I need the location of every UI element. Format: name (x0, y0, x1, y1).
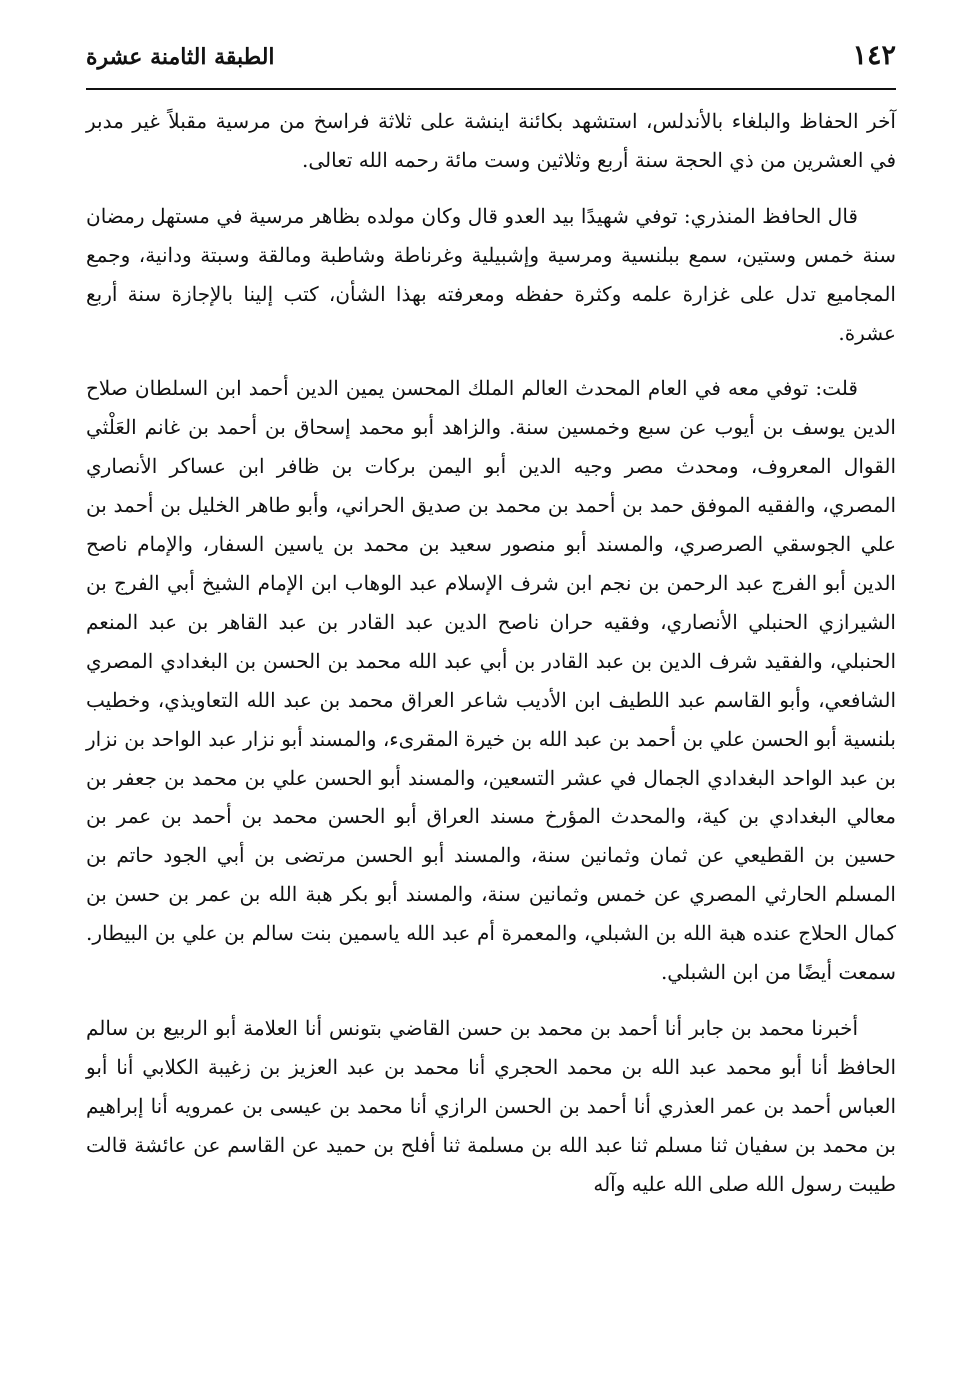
page-number: ١٤٢ (852, 40, 896, 71)
paragraph-isnad: أخبرنا محمد بن جابر أنا أحمد بن محمد بن حسن القاضي بتونس أنا العلامة أبو الربيع بن سالم الحافظ أنا أبو محمد عبد الله بن محمد الحجري أنا محمد بن عبد العزيز بن زغيبة الكلابي أنا أبو العباس أحمد بن عمر العذري أنا أحمد بن الحسن الرازي أنا محمد بن عيسى بن عمرويه أنا إبراهيم بن محمد بن سفيان ثنا مسلم ثنا عبد الله بن مسلمة ثنا أفلح بن حميد عن القاسم عن عائشة قالت طيبت رسول الله صلى الله عليه وآله (86, 1015, 897, 1196)
paragraph-deaths-list: قلت: توفي معه في العام المحدث العالم الملك المحسن يمين الدين أحمد ابن السلطان صلاح الدين يوسف بن أيوب عن سبع وخمسين سنة. والزاهد أبو محمد إسحاق بن أحمد بن غانم العَلْثي القوال المعروف، ومحدث مصر وجيه الدين أبو اليمن بركات بن ظافر ابن عساكر الأنصاري المصري، والفقيه الموفق حمد بن أحمد بن محمد بن صديق الحراني، وأبو طاهر الخليل بن أحمد بن علي الجوسقي الصرصري، والمسند أبو منصور سعيد بن محمد بن ياسين السفار، والإمام ناصح الدين أبو الفرج عبد الرحمن بن نجم ابن شرف الإسلام عبد الوهاب ابن الإمام الشيخ أبي الفرج بن الشيرازي الحنبلي الأنصاري، وفقيه حران ناصح الدين عبد القادر بن عبد القاهر بن عبد المنعم الحنبلي، والفقيد شرف الدين بن عبد القادر بن أبي عبد الله محمد بن الحسن بن البغدادي المصري الشافعي، وأبو القاسم عبد اللطيف ابن الأديب شاعر العراق محمد بن عبد الله التعاويذي، وخطيب بلنسية أبو الحسن علي بن أحمد بن عبد الله بن خيرة المقرىء، والمسند أبو نزار عبد الواحد بن نزار بن عبد الواحد البغدادي الجمال في عشر التسعين، والمسند أبو الحسن علي بن محمد بن جعفر بن معالي البغدادي بن كية، والمحدث المؤرخ مسند العراق أبو الحسن محمد بن أحمد بن عمر بن حسين بن القطيعي عن ثمان وثمانين سنة، والمسند أبو الحسن مرتضى بن أبي الجود حاتم بن المسلم الحارثي المصري عن خمس وثمانين سنة، والمسند أبو بكر هبة الله بن عمر بن حسن بن كمال الحلاج عنده هبة الله بن الشبلي، والمعمرة أم عبد الله ياسمين بنت سالم بن علي بن البيطار. سمعت أيضًا من ابن الشبلي. (86, 376, 897, 985)
body-text (86, 102, 896, 1220)
running-head (86, 36, 896, 86)
header-divider (86, 88, 896, 90)
paragraph-continuation: آخر الحفاظ والبلغاء بالأندلس، استشهد بكائنة اينشة على ثلاثة فراسخ من مرسية مقبلاً غير مدبر في العشرين من ذي الحجة سنة أربع وثلاثين وست مائة رحمه الله تعالى. (86, 109, 896, 172)
paragraph-mundhiri-quote: قال الحافظ المنذري: توفي شهيدًا بيد العدو قال وكان مولده بظاهر مرسية في مستهل رمضان سنة خمس وستين، سمع ببلنسية ومرسية وإشبيلية وغرناطة وشاطبة ومالقة وسبتة ودانية، وجمع المجاميع تدل على غزارة علمه وكثرة حفظه ومعرفته بهذا الشأن، كتب إلينا بالإجازة سنة أربع عشرة. (86, 203, 896, 345)
section-title: الطبقة الثامنة عشرة (86, 44, 275, 70)
